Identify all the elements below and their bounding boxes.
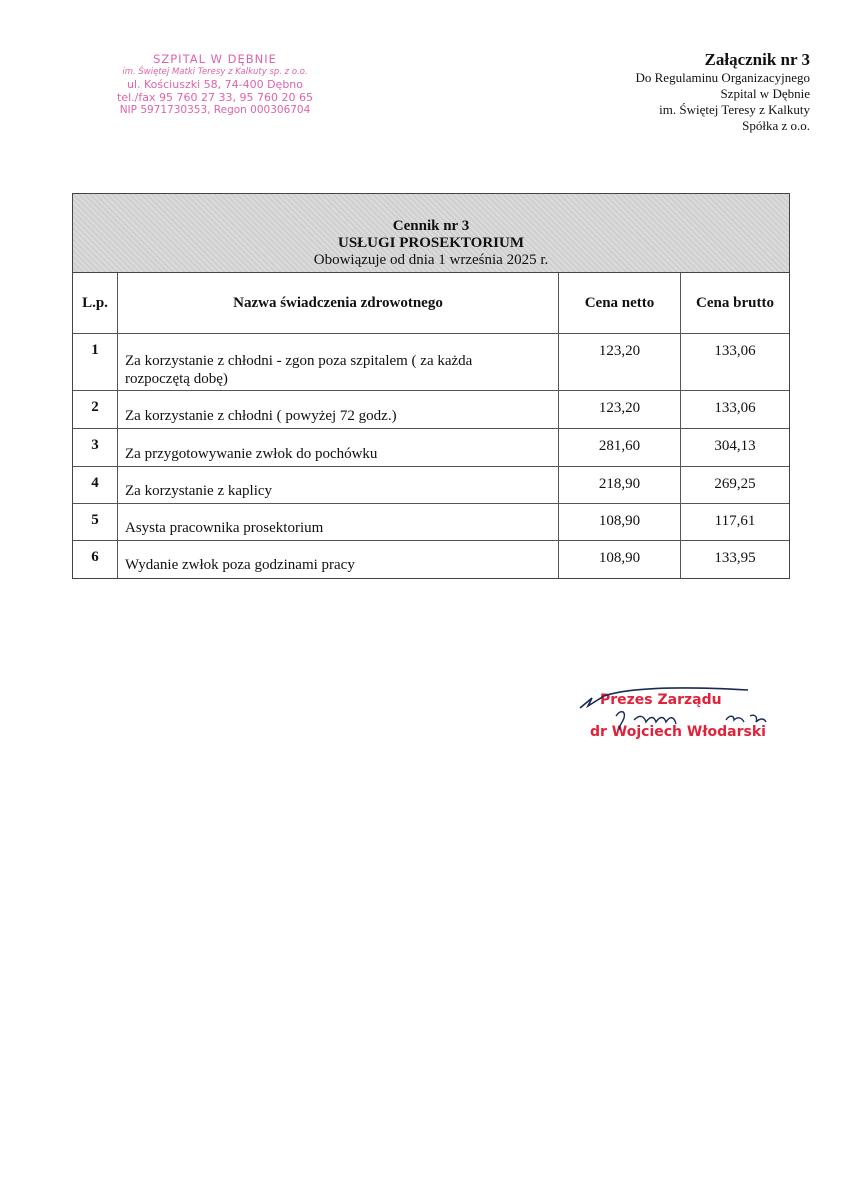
table-row	[73, 391, 789, 429]
price-table-header	[73, 194, 789, 273]
price-brutto: 117,61	[714, 513, 756, 529]
table-subtitle: USŁUGI PROSEKTORIUM	[337, 235, 524, 251]
stamp-line: tel./fax 95 760 27 33, 95 760 20 65	[117, 91, 313, 104]
stamp-line: ul. Kościuszki 58, 74-400 Dębno	[126, 78, 304, 91]
signature-name: dr Wojciech Włodarski	[590, 724, 766, 740]
price-netto: 218,90	[559, 467, 681, 503]
table-row	[73, 467, 789, 504]
service-name-line: Za korzystanie z kaplicy	[125, 483, 273, 499]
service-name-line: Asysta pracownika prosektorium	[125, 520, 324, 536]
signature-title: Prezes Zarządu	[600, 692, 722, 708]
price-brutto: 133,95	[714, 550, 756, 566]
service-name	[118, 391, 559, 428]
column-header-netto: Cena netto	[559, 273, 681, 333]
annex-line: im. Świętej Teresy z Kalkuty	[659, 102, 810, 117]
price-netto: 123,20	[559, 391, 681, 428]
price-netto: 108,90	[559, 541, 681, 578]
service-name	[118, 334, 559, 390]
column-header-lp: L.p.	[73, 273, 118, 333]
table-row	[73, 429, 789, 467]
stamp-line: im. Świętej Matki Teresy z Kalkuty sp. z o.o.	[122, 67, 308, 77]
price-brutto: 133,06	[714, 343, 756, 359]
hospital-stamp	[100, 52, 330, 117]
annex-header	[510, 50, 810, 134]
annex-line: Szpital w Dębnie	[720, 86, 810, 101]
service-name	[118, 504, 559, 540]
service-name	[118, 467, 559, 503]
row-number: 6	[73, 541, 118, 578]
table-row	[73, 334, 789, 391]
service-name-line: Za korzystanie z chłodni ( powyżej 72 godz.)	[125, 408, 397, 424]
service-name-line: Za korzystanie z chłodni - zgon poza szpitalem ( za każda	[125, 353, 473, 369]
service-name	[118, 429, 559, 466]
table-title: Cennik nr 3	[392, 218, 470, 234]
price-brutto: 304,13	[714, 438, 756, 454]
price-netto: 108,90	[559, 504, 681, 540]
table-valid-from: Obowiązuje od dnia 1 września 2025 r.	[313, 252, 549, 268]
stamp-line: SZPITAL W DĘBNIE	[153, 52, 277, 66]
column-header-name: Nazwa świadczenia zdrowotnego	[118, 273, 559, 333]
price-table	[72, 193, 790, 579]
column-header-brutto: Cena brutto	[696, 294, 774, 311]
signature-block	[578, 676, 788, 756]
row-number: 2	[73, 391, 118, 428]
column-header-row	[73, 273, 789, 334]
stamp-line: NIP 5971730353, Regon 000306704	[119, 104, 311, 116]
service-name-line: Za przygotowywanie zwłok do pochówku	[125, 446, 378, 462]
price-netto: 281,60	[559, 429, 681, 466]
row-number: 3	[73, 429, 118, 466]
signature-stamp	[578, 676, 788, 756]
row-number: 5	[73, 504, 118, 540]
table-row	[73, 504, 789, 541]
price-netto: 123,20	[559, 334, 681, 390]
price-brutto: 133,06	[714, 400, 756, 416]
price-brutto: 269,25	[714, 476, 756, 492]
table-row	[73, 541, 789, 578]
row-number: 4	[73, 467, 118, 503]
annex-line: Do Regulaminu Organizacyjnego	[635, 70, 810, 85]
service-name-line: Wydanie zwłok poza godzinami pracy	[125, 557, 355, 573]
row-number: 1	[73, 334, 118, 390]
service-name-line: rozpoczętą dobę)	[125, 371, 228, 387]
annex-line: Spółka z o.o.	[742, 118, 810, 133]
service-name	[118, 541, 559, 578]
annex-title: Załącznik nr 3	[704, 50, 810, 69]
